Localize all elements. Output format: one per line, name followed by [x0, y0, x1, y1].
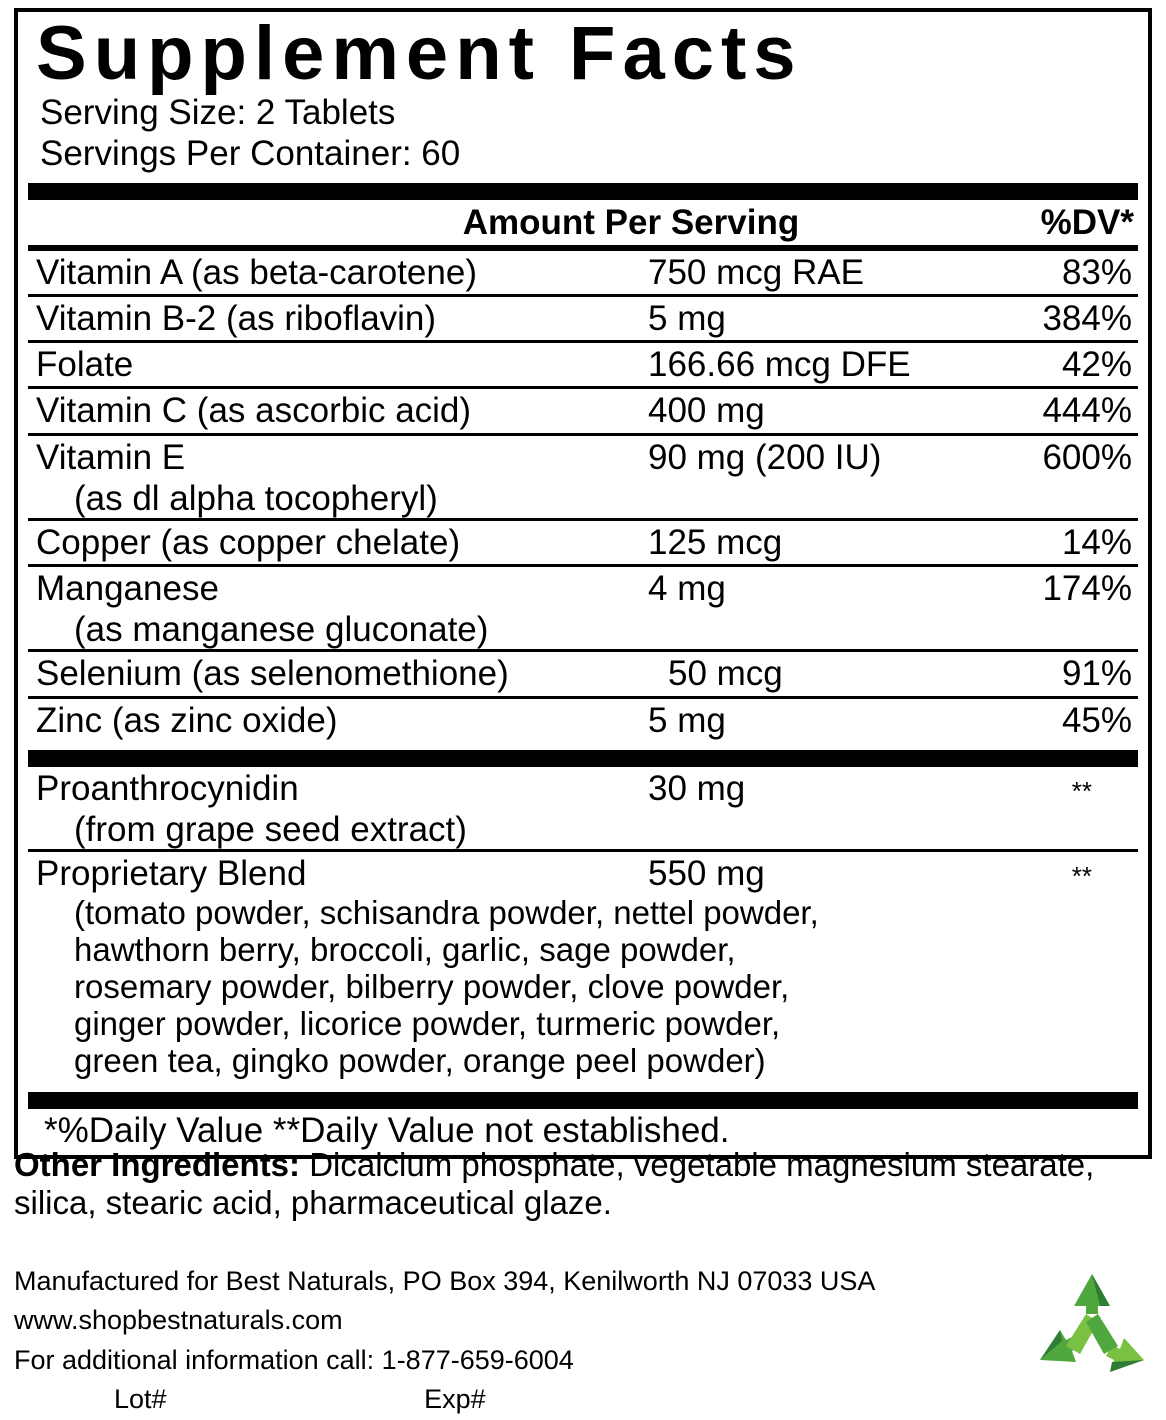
- table-header: [18, 200, 1148, 245]
- contact-phone: For additional information call: 1-877-659-6004: [14, 1344, 574, 1375]
- table-row: [28, 251, 1138, 294]
- manufacturer-info: [14, 1262, 1034, 1420]
- table-row: [28, 849, 1138, 895]
- nutrient-amount: 30 mg: [648, 768, 746, 808]
- blend-line: rosemary powder, bilberry powder, clove powder,: [74, 968, 790, 1006]
- nutrient-name: Folate: [36, 345, 134, 385]
- nutrient-amount: 400 mg: [648, 391, 765, 431]
- nutrient-amount: 4 mg: [648, 569, 726, 609]
- divider-thick-footnote: [28, 1092, 1138, 1109]
- nutrient-subline: (as manganese gluconate): [74, 610, 489, 650]
- nutrient-subline: (from grape seed extract): [74, 810, 467, 850]
- proprietary-blend-ingredients: [28, 895, 1138, 1084]
- nutrient-dv: **: [1071, 775, 1092, 806]
- nutrient-amount: 50 mcg: [668, 654, 783, 694]
- nutrient-name: Copper (as copper chelate): [36, 522, 461, 562]
- nutrient-amount: 166.66 mcg DFE: [648, 345, 911, 385]
- other-ingredients-label: Other Ingredients:: [14, 1146, 301, 1183]
- daily-value-footnote: *%Daily Value **Daily Value not established.: [44, 1111, 730, 1151]
- recycle-icon: [1032, 1268, 1152, 1380]
- table-row: [28, 433, 1138, 479]
- nutrient-dv: 600%: [1042, 437, 1132, 477]
- nutrient-dv: 45%: [1061, 700, 1132, 740]
- blend-line: ginger powder, licorice powder, turmeric powder,: [74, 1005, 781, 1043]
- lot-label: Lot#: [114, 1384, 167, 1415]
- supplement-facts-panel: [14, 8, 1152, 1159]
- blend-line: (tomato powder, schisandra powder, nettel powder,: [74, 894, 819, 932]
- nutrient-name: Vitamin A (as beta-carotene): [36, 252, 477, 292]
- table-row: [28, 386, 1138, 432]
- table-row: [28, 767, 1138, 810]
- servings-per-container: Servings Per Container: 60: [40, 134, 461, 174]
- nutrient-subline: (as dl alpha tocopheryl): [74, 478, 438, 518]
- nutrient-dv: **: [1071, 861, 1092, 892]
- nutrient-name: Proprietary Blend: [36, 854, 307, 894]
- nutrient-dv: 384%: [1042, 298, 1132, 338]
- nutrient-amount: 550 mg: [648, 854, 765, 894]
- blend-line: hawthorn berry, broccoli, garlic, sage powder,: [74, 931, 736, 969]
- table-row: [28, 649, 1138, 695]
- nutrient-name: Vitamin E: [36, 437, 186, 477]
- nutrient-amount: 90 mg (200 IU): [648, 437, 882, 477]
- nutrient-amount: 750 mcg RAE: [648, 252, 864, 292]
- nutrient-amount: 5 mg: [648, 298, 726, 338]
- table-row: [28, 518, 1138, 564]
- table-row: [28, 564, 1138, 610]
- table-row: [28, 696, 1138, 742]
- page-title: Supplement Facts: [36, 11, 803, 96]
- divider-thick-top: [28, 183, 1138, 200]
- divider-thick-blend: [28, 750, 1138, 767]
- nutrient-amount: 125 mcg: [648, 522, 783, 562]
- website-url[interactable]: www.shopbestnaturals.com: [14, 1305, 343, 1336]
- other-ingredients: [14, 1146, 1164, 1223]
- table-row: [28, 294, 1138, 340]
- nutrient-name: Vitamin C (as ascorbic acid): [36, 391, 472, 431]
- table-row: [28, 340, 1138, 386]
- nutrient-amount: 5 mg: [648, 700, 726, 740]
- blend-line: green tea, gingko powder, orange peel powder): [74, 1042, 766, 1080]
- nutrient-name: Selenium (as selenomethione): [36, 654, 509, 694]
- nutrient-dv: 444%: [1042, 391, 1132, 431]
- exp-label: Exp#: [424, 1384, 486, 1415]
- nutrient-name: Proanthrocynidin: [36, 768, 299, 808]
- nutrient-dv: 174%: [1042, 569, 1132, 609]
- other-ingredients-text: Dicalcium phosphate, vegetable magnesium stearate, silica, stearic acid, pharmaceutical glaze.: [14, 1146, 1095, 1222]
- manufactured-for: Manufactured for Best Naturals, PO Box 394, Kenilworth NJ 07033 USA: [14, 1266, 876, 1296]
- blend-rows: [18, 767, 1148, 1084]
- amount-per-serving-header: Amount Per Serving: [462, 202, 800, 242]
- serving-size: Serving Size: 2 Tablets: [40, 93, 396, 133]
- nutrient-dv: 14%: [1061, 522, 1132, 562]
- nutrient-rows: [18, 251, 1148, 742]
- lot-exp-line: [14, 1380, 1034, 1419]
- nutrient-dv: 91%: [1061, 654, 1132, 694]
- nutrient-name: Vitamin B-2 (as riboflavin): [36, 298, 437, 338]
- nutrient-dv: 42%: [1061, 345, 1132, 385]
- nutrient-name: Manganese: [36, 569, 219, 609]
- daily-value-header: %DV*: [1040, 202, 1134, 242]
- nutrient-name: Zinc (as zinc oxide): [36, 700, 338, 740]
- nutrient-dv: 83%: [1061, 252, 1132, 292]
